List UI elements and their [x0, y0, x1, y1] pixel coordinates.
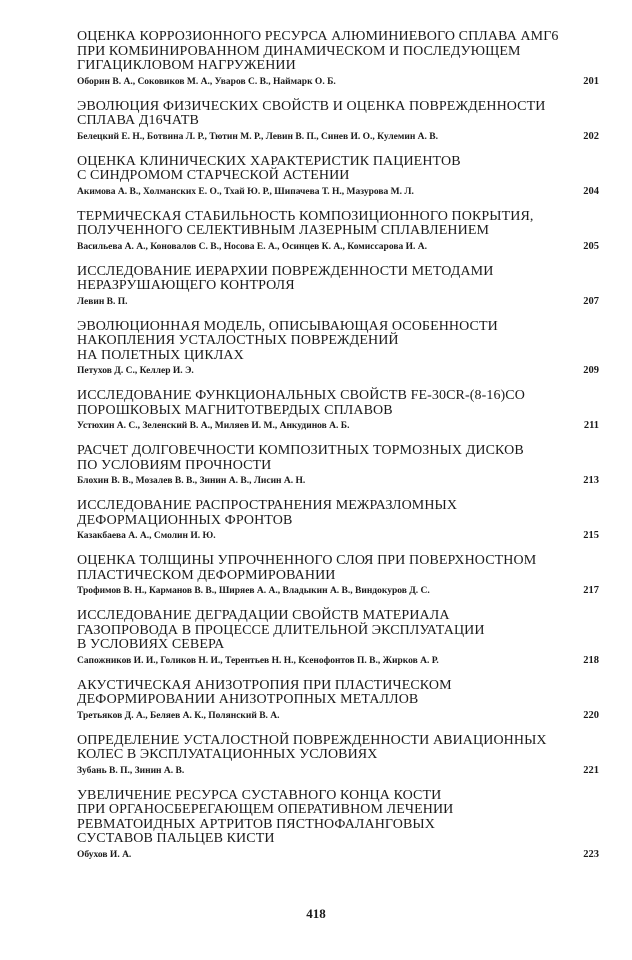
entry-title — [77, 30, 599, 74]
entry-title-line: УВЕЛИЧЕНИЕ РЕСУРСА СУСТАВНОГО КОНЦА КОСТИ — [77, 787, 442, 803]
entry-title-line: ГАЗОПРОВОДА В ПРОЦЕССЕ ДЛИТЕЛЬНОЙ ЭКСПЛУАТАЦИИ — [77, 622, 485, 638]
toc-entry — [77, 444, 599, 487]
entry-page-number: 217 — [583, 585, 599, 596]
toc-entry — [77, 320, 599, 378]
entry-author-row — [77, 296, 599, 308]
entry-authors: Акимова А. В., Холманских Е. О., Тхай Ю. Р., Шипачева Т. Н., Мазурова М. Л. — [77, 186, 414, 197]
entry-author-row — [77, 186, 599, 198]
entry-title-line: РЕВМАТОИДНЫХ АРТРИТОВ ПЯСТНОФАЛАНГОВЫХ — [77, 816, 435, 832]
entry-title — [77, 210, 599, 239]
entry-title-line: НАКОПЛЕНИЯ УСТАЛОСТНЫХ ПОВРЕЖДЕНИЙ — [77, 333, 399, 348]
entry-title — [77, 100, 599, 129]
entry-title-line: В УСЛОВИЯХ СЕВЕРА — [77, 637, 225, 652]
entry-title-line: ЭВОЛЮЦИОННАЯ МОДЕЛЬ, ОПИСЫВАЮЩАЯ ОСОБЕННОСТИ — [77, 318, 498, 334]
entry-title-line: ОЦЕНКА КЛИНИЧЕСКИХ ХАРАКТЕРИСТИК ПАЦИЕНТОВ — [77, 153, 461, 169]
entry-page-number: 204 — [583, 185, 599, 197]
entry-title — [77, 499, 599, 528]
entry-title-line: НЕРАЗРУШАЮЩЕГО КОНТРОЛЯ — [77, 278, 295, 293]
entry-title-line: ДЕФОРМАЦИОННЫХ ФРОНТОВ — [77, 512, 293, 528]
entry-title — [77, 389, 599, 418]
page-number: 418 — [306, 906, 326, 921]
toc-entry — [77, 210, 599, 253]
entry-author-row — [77, 765, 599, 777]
entry-page-number: 209 — [583, 365, 599, 376]
toc-entry — [77, 155, 599, 198]
entry-author-row — [77, 420, 599, 432]
entry-title-line: КОЛЕС В ЭКСПЛУАТАЦИОННЫХ УСЛОВИЯХ — [77, 747, 378, 762]
table-of-contents — [77, 30, 599, 873]
toc-entry — [77, 734, 599, 777]
entry-title — [77, 789, 599, 847]
entry-title-line: НА ПОЛЕТНЫХ ЦИКЛАХ — [77, 347, 244, 363]
entry-page-number: 213 — [583, 475, 599, 486]
entry-title — [77, 679, 599, 708]
entry-authors: Васильева А. А., Коновалов С. В., Носова Е. А., Осинцев К. А., Комиссарова И. А. — [77, 241, 427, 252]
entry-page-number: 202 — [583, 130, 599, 142]
toc-entry — [77, 609, 599, 667]
entry-title-line: ОЦЕНКА КОРРОЗИОННОГО РЕСУРСА АЛЮМИНИЕВОГО СПЛАВА АМГ6 — [77, 29, 559, 44]
entry-author-row — [77, 131, 599, 143]
entry-title-line: ГИГАЦИКЛОВОМ НАГРУЖЕНИИ — [77, 58, 296, 73]
entry-authors: Оборин В. А., Соковиков М. А., Уваров С. В., Наймарк О. Б. — [77, 76, 336, 87]
entry-page-number: 205 — [583, 240, 599, 252]
entry-title-line: ПРИ КОМБИНИРОВАННОМ ДИНАМИЧЕСКОМ И ПОСЛЕДУЮЩЕМ — [77, 43, 521, 59]
entry-title-line: ПРИ ОРГАНОСБЕРЕГАЮЩЕМ ОПЕРАТИВНОМ ЛЕЧЕНИИ — [77, 802, 454, 817]
toc-entry — [77, 499, 599, 542]
entry-authors: Блохин В. В., Мозалев В. В., Зинин А. В., Лисин А. Н. — [77, 476, 306, 486]
entry-title — [77, 444, 599, 473]
entry-title-line: АКУСТИЧЕСКАЯ АНИЗОТРОПИЯ ПРИ ПЛАСТИЧЕСКОМ — [77, 677, 452, 693]
entry-title-line: ПОРОШКОВЫХ МАГНИТОТВЕРДЫХ СПЛАВОВ — [77, 402, 393, 418]
entry-page-number: 220 — [583, 709, 599, 721]
entry-title-line: ИССЛЕДОВАНИЕ РАСПРОСТРАНЕНИЯ МЕЖРАЗЛОМНЫХ — [77, 498, 458, 513]
entry-page-number: 218 — [583, 654, 599, 666]
entry-authors: Устюхин А. С., Зеленский В. А., Миляев И. М., Анкудинов А. Б. — [77, 421, 350, 431]
entry-title-line: ОПРЕДЕЛЕНИЕ УСТАЛОСТНОЙ ПОВРЕЖДЕННОСТИ АВИАЦИОННЫХ — [77, 732, 547, 748]
toc-entry — [77, 265, 599, 308]
entry-author-row — [77, 475, 599, 487]
entry-title-line: ТЕРМИЧЕСКАЯ СТАБИЛЬНОСТЬ КОМПОЗИЦИОННОГО ПОКРЫТИЯ, — [77, 208, 534, 224]
entry-page-number: 211 — [583, 420, 599, 431]
entry-author-row — [77, 710, 599, 722]
entry-title — [77, 320, 599, 364]
toc-entry — [77, 789, 599, 861]
entry-authors: Казакбаева А. А., Смолин И. Ю. — [77, 531, 216, 541]
entry-author-row — [77, 585, 599, 597]
entry-title — [77, 609, 599, 653]
entry-author-row — [77, 530, 599, 542]
entry-authors: Петухов Д. С., Келлер И. Э. — [77, 366, 194, 376]
entry-author-row — [77, 365, 599, 377]
entry-title-line: СУСТАВОВ ПАЛЬЦЕВ КИСТИ — [77, 831, 275, 846]
entry-page-number: 221 — [583, 764, 599, 776]
entry-authors: Третьяков Д. А., Беляев А. К., Полянский В. А. — [77, 710, 280, 721]
entry-author-row — [77, 655, 599, 667]
entry-page-number: 207 — [583, 295, 599, 307]
entry-author-row — [77, 76, 599, 88]
entry-title-line: ИССЛЕДОВАНИЕ ДЕГРАДАЦИИ СВОЙСТВ МАТЕРИАЛА — [77, 608, 450, 623]
entry-title-line: С СИНДРОМОМ СТАРЧЕСКОЙ АСТЕНИИ — [77, 168, 350, 183]
entry-title-line: ОЦЕНКА ТОЛЩИНЫ УПРОЧНЕННОГО СЛОЯ ПРИ ПОВЕРХНОСТНОМ — [77, 553, 537, 568]
entry-page-number: 215 — [583, 530, 599, 541]
entry-title-line: ИССЛЕДОВАНИЕ ИЕРАРХИИ ПОВРЕЖДЕННОСТИ МЕТОДАМИ — [77, 263, 494, 279]
entry-authors: Сапожников И. И., Голиков Н. И., Терентьев Н. Н., Ксенофонтов П. В., Жирков А. Р. — [77, 655, 439, 666]
entry-authors: Обухов И. А. — [77, 849, 132, 860]
entry-title-line: РАСЧЕТ ДОЛГОВЕЧНОСТИ КОМПОЗИТНЫХ ТОРМОЗНЫХ ДИСКОВ — [77, 443, 524, 458]
entry-page-number: 223 — [583, 848, 599, 860]
entry-title-line: ПО УСЛОВИЯМ ПРОЧНОСТИ — [77, 457, 272, 473]
toc-entry — [77, 554, 599, 597]
entry-title-line: СПЛАВА Д16ЧАТВ — [77, 113, 199, 128]
entry-title-line: ИССЛЕДОВАНИЕ ФУНКЦИОНАЛЬНЫХ СВОЙСТВ FE-30CR-(8-16)CO — [77, 388, 525, 403]
entry-title — [77, 734, 599, 763]
entry-title-line: ДЕФОРМИРОВАНИИ АНИЗОТРОПНЫХ МЕТАЛЛОВ — [77, 692, 419, 707]
toc-entry — [77, 30, 599, 88]
toc-entry — [77, 389, 599, 432]
entry-title-line: ПОЛУЧЕННОГО СЕЛЕКТИВНЫМ ЛАЗЕРНЫМ СПЛАВЛЕНИЕМ — [77, 223, 490, 238]
entry-title — [77, 554, 599, 583]
toc-entry — [77, 100, 599, 143]
entry-author-row — [77, 241, 599, 253]
entry-title-line: ЭВОЛЮЦИЯ ФИЗИЧЕСКИХ СВОЙСТВ И ОЦЕНКА ПОВРЕЖДЕННОСТИ — [77, 98, 546, 114]
entry-authors: Зубань В. П., Зинин А. В. — [77, 765, 185, 776]
toc-entry — [77, 679, 599, 722]
entry-title-line: ПЛАСТИЧЕСКОМ ДЕФОРМИРОВАНИИ — [77, 567, 336, 583]
entry-page-number: 201 — [583, 75, 599, 87]
entry-authors: Трофимов В. Н., Карманов В. В., Ширяев А. А., Владыкин А. В., Виндокуров Д. С. — [77, 586, 430, 596]
entry-title — [77, 155, 599, 184]
entry-authors: Левин В. П. — [77, 296, 128, 307]
entry-authors: Белецкий Е. Н., Ботвина Л. Р., Тютин М. Р., Левин В. П., Синев И. О., Кулемин А. В. — [77, 131, 438, 142]
entry-author-row — [77, 849, 599, 861]
entry-title — [77, 265, 599, 294]
